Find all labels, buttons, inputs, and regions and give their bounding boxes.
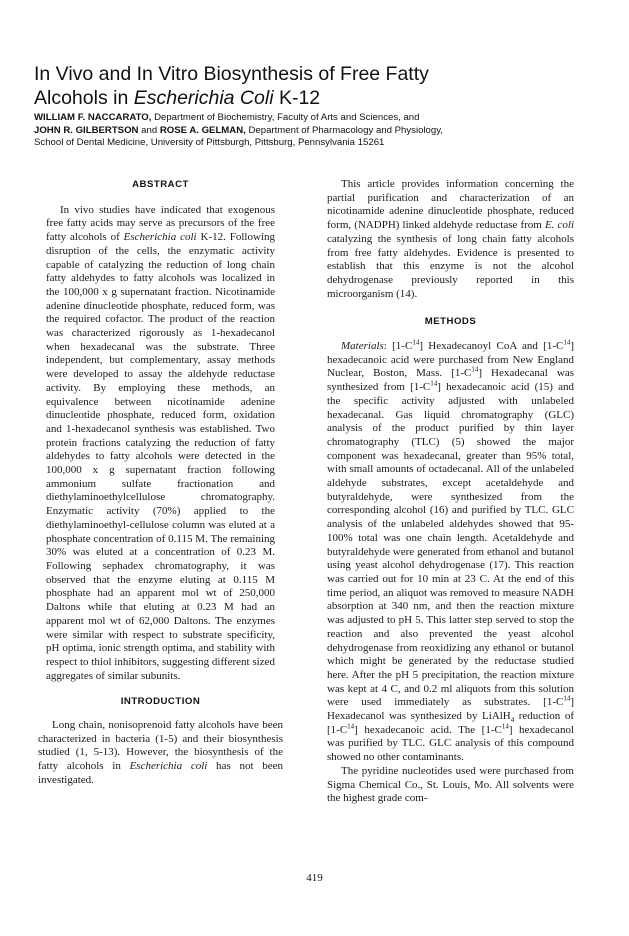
materials-text: ] Hexadecanal was synthesized from [1-C bbox=[327, 367, 574, 394]
materials-text: ] hexadecanoic acid. The [1-C bbox=[354, 723, 502, 736]
intro-continuation-organism: E. coli bbox=[544, 219, 574, 232]
isotope-superscript: 14 bbox=[347, 722, 355, 731]
introduction-text bbox=[38, 719, 283, 788]
isotope-superscript: 14 bbox=[563, 338, 571, 347]
title-organism: Escherichia Coli bbox=[133, 87, 274, 109]
materials-label: Materials bbox=[341, 340, 384, 353]
abstract-organism: Escherichia coli bbox=[123, 231, 197, 244]
materials-text: ] hexadecanol was purified by TLC. GLC analysis of this compound showed no other contaminants. bbox=[327, 723, 574, 764]
abstract-heading: ABSTRACT bbox=[132, 179, 189, 190]
materials-text: : [1-C bbox=[383, 340, 413, 353]
methods-heading: METHODS bbox=[424, 316, 477, 328]
materials-text: ] Hexadecanol was synthesized by LiAlH bbox=[327, 696, 574, 723]
isotope-superscript: 14 bbox=[430, 379, 438, 388]
author-1: WILLIAM F. NACCARATO, bbox=[34, 112, 152, 123]
and-word: and bbox=[138, 124, 160, 136]
abstract-text-rest: K-12. Following disruption of the cells, the enzymatic activity capable of catalyzing the reduction of long chain fatty aldehydes to fatty alcohols was localized in the 100,000 x g supernatant fraction. Nicotinamide adenine dinucleotide phosphate, reduced form, was the required cofactor. The product of the reaction was characterized rigorously as 1-hexadecanol when hexadecanal was the substrate. Three independent, but complementary, assay methods were developed to assay the aldehyde reductase activity. By employing these methods, an equivalence between nicotinamide adenine dinucleotide phosphate, reduced form, oxidation and 1-hexadecanol synthesis was established. Two protein fractions catalyzing the reduction of fatty aldehydes to fatty alcohols were detected in the 100,000 x g supernatant fraction following ammonium sulfate fractionation and diethylaminoethylcellulose chromatography. Enzymatic activity (70%) applied to the diethylaminoethyl-cellulose column was eluted at a phosphate concentration of 0.115 M. The remaining 30% was eluted at a concentration of 0.23 M. Following sephadex chromatography, it was observed that the enzyme eluting at 0.115 M phosphate had an apparent mol wt of 250,000 Daltons while that eluting at 0.23 M had an apparent mol wt of 62,000 Daltons. The enzymes were similar with respect to substrate specificity, pH optima, ionic strength optima, and stability with respect to thiol inhibitors, suggesting different sized aggregates of similar subunits. bbox=[46, 231, 275, 682]
affiliation-3: School of Dental Medicine, University of Pittsburgh, Pittsburg, Pennsylvania 15261 bbox=[34, 137, 385, 149]
isotope-superscript: 14 bbox=[412, 338, 420, 347]
materials-text: reduction of [1-C bbox=[327, 710, 574, 736]
introduction-heading: INTRODUCTION bbox=[120, 696, 201, 708]
intro-continuation-end: catalyzing the synthesis of long chain fatty alcohols from free fatty aldehydes. Evidence is presented to establish that this enzyme is not the alcohol dehydrogenase previously reported in this microorganism (14). bbox=[327, 232, 574, 300]
isotope-superscript: 14 bbox=[501, 722, 509, 731]
materials-text: ] hexadecanoic acid were purchased from New England Nuclear, Boston, Mass. [1-C bbox=[327, 340, 574, 380]
author-2: JOHN R. GILBERTSON bbox=[34, 124, 139, 136]
formula-subscript: 4 bbox=[510, 716, 515, 725]
introduction-text-start: Long chain, nonisoprenoid fatty alcohols have been characterized in bacteria (1-5) and their biosynthesis studied (1, 5-13). However, the biosynthesis of the fatty alcohols in bbox=[38, 719, 283, 773]
affiliation-1: Department of Biochemistry, Faculty of Arts and Sciences, and bbox=[151, 112, 420, 123]
title-line-2-suffix: K-12 bbox=[273, 87, 321, 109]
author-block bbox=[34, 112, 604, 150]
affiliation-2: Department of Pharmacology and Physiology, bbox=[245, 124, 443, 136]
abstract-text bbox=[38, 204, 283, 684]
isotope-superscript: 14 bbox=[471, 365, 479, 374]
intro-continuation-start: This article provides information concerning the partial purification and characterization of an nicotinamide adenine dinucleotide phosphate, reduced form, (NADPH) linked aldehyde reductase from bbox=[327, 178, 574, 232]
page-number: 419 bbox=[306, 872, 323, 884]
article-title bbox=[34, 62, 594, 110]
title-line-2-prefix: Alcohols in bbox=[34, 87, 134, 109]
materials-text: ] Hexadecanoyl CoA and [1-C bbox=[419, 340, 564, 353]
title-line-1: In Vivo and In Vitro Biosynthesis of Free Fatty bbox=[34, 63, 429, 85]
materials-text: ] hexadecanoic acid (15) and the specific activity adjusted with unlabeled hexadecanal. Gas liquid chromatography (GLC) analysis of the product purified by thin layer chromatography (TLC) (5) showed the major component was hexadecanal, greater than 95% total, with small amounts of octadecanal. All of the unlabeled aldehyde substrates, except acetaldehyde and butyraldehyde, were synthesized from the corresponding alcohol (16) and purified by TLC. GLC analysis of the unlabeled aldehydes showed that 95-100% total was one chain length. Acetaldehyde and butyraldehyde were generated from ethanol and butanol using yeast alcohol dehydrogenase (17). This reaction was carried out for 10 min at 23 C. At the end of this time period, an aliquot was removed to measure NADH absorption at 340 nm, and then the reaction mixture was adjusted to pH 5. This latter step served to stop the reaction and also prevented the yeast alcohol dehydrogenase from reoxidizing any ethanol or butanol which might be generated by the reductase studied here. After the pH 5 precipitation, the reaction mixture was kept at 4 C, and 0.2 ml aliquots from this solution were used immediately as substrates. [1-C bbox=[327, 381, 574, 709]
left-column bbox=[38, 178, 283, 788]
materials-paragraph bbox=[327, 340, 574, 765]
right-column bbox=[327, 178, 574, 806]
nucleotides-paragraph: The pyridine nucleotides used were purchased from Sigma Chemical Co., St. Louis, Mo. All solvents were the highest grade com- bbox=[327, 764, 574, 805]
author-3: ROSE A. GELMAN, bbox=[159, 124, 246, 136]
intro-continuation-text bbox=[327, 178, 574, 301]
isotope-superscript: 14 bbox=[563, 694, 571, 703]
abstract-text-start: In vivo studies have indicated that exogenous free fatty acids may serve as precursors of the free fatty alcohols of bbox=[46, 203, 275, 244]
introduction-text-end: has not been investigated. bbox=[38, 760, 283, 786]
introduction-organism: Escherichia coli bbox=[129, 760, 208, 773]
